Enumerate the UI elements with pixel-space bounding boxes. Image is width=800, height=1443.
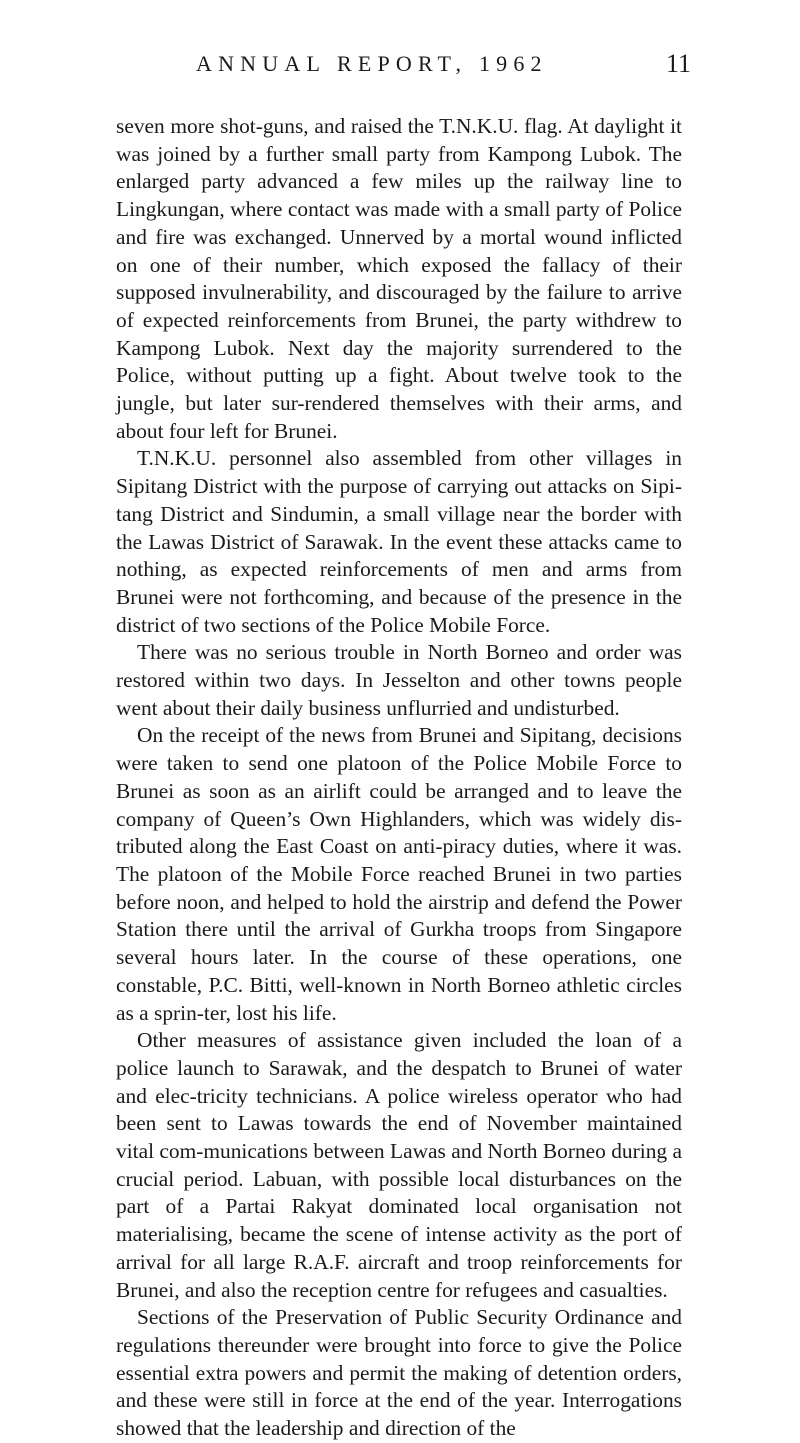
paragraph-security-ordinance: Sections of the Preservation of Public Security Ordinance and regulations thereunder were brought into force to give the Police essential extra powers and permit the making of detention orders, and these were still in force at the end of the year. Interrogations showed that the leadership and direction of the — [116, 1305, 682, 1441]
header-title: ANNUAL REPORT, 1962 — [196, 51, 548, 76]
paragraph-continuation: seven more shot-guns, and raised the T.N.K.U. flag. At daylight it was joined by a further small party from Kampong Lubok. The enlarged party advanced a few miles up the railway line to Lingkungan, where contact was made with a small party of Police and fire was exchanged. Unnerved by a mortal wound inflicted on one of their number, which exposed the fallacy of their supposed invulnerability, and discouraged by the failure to arrive of expected reinforcements from Brunei, the party withdrew to Kampong Lubok. Next day the majority surrendered to the Police, without putting up a fight. About twelve took to the jungle, but later sur-rendered themselves with their arms, and about four left for Brunei. — [116, 114, 682, 443]
page-number: 11 — [666, 49, 692, 78]
paragraph-mobile-force: On the receipt of the news from Brunei and Sipitang, decisions were taken to send one platoon of the Police Mobile Force to Brunei as soon as an airlift could be arranged and to leave the company of Queen’s Own Highlanders, which was widely dis-tributed along the East Coast on anti-piracy duties, where it was. The platoon of the Mobile Force reached Brunei in two parties before noon, and helped to hold the airstrip and defend the Power Station there until the arrival of Gurkha troops from Singapore several hours later. In the course of these operations, one constable, P.C. Bitti, well-known in North Borneo athletic circles as a sprin-ter, lost his life. — [116, 723, 682, 1025]
body-text — [116, 113, 682, 1443]
paragraph-order-restored: There was no serious trouble in North Borneo and order was restored within two days. In Jesselton and other towns people went about their daily business unflurried and undisturbed. — [116, 640, 682, 720]
paragraph-assistance: Other measures of assistance given included the loan of a police launch to Sarawak, and the despatch to Brunei of water and elec-tricity technicians. A police wireless operator who had been sent to Lawas towards the end of November maintained vital com-munications between Lawas and North Borneo during a crucial period. Labuan, with possible local disturbances on the part of a Partai Rakyat dominated local organisation not materialising, became the scene of intense activity as the port of arrival for all large R.A.F. aircraft and troop reinforcements for Brunei, and also the reception centre for refugees and casualties. — [116, 1028, 682, 1302]
paragraph-sipitang: T.N.K.U. personnel also assembled from other villages in Sipitang District with the purpose of carrying out attacks on Sipi-tang District and Sindumin, a small village near the border with the Lawas District of Sarawak. In the event these attacks came to nothing, as expected reinforcements of men and arms from Brunei were not forthcoming, and because of the presence in the district of two sections of the Police Mobile Force. — [116, 446, 682, 637]
running-header — [0, 44, 800, 84]
